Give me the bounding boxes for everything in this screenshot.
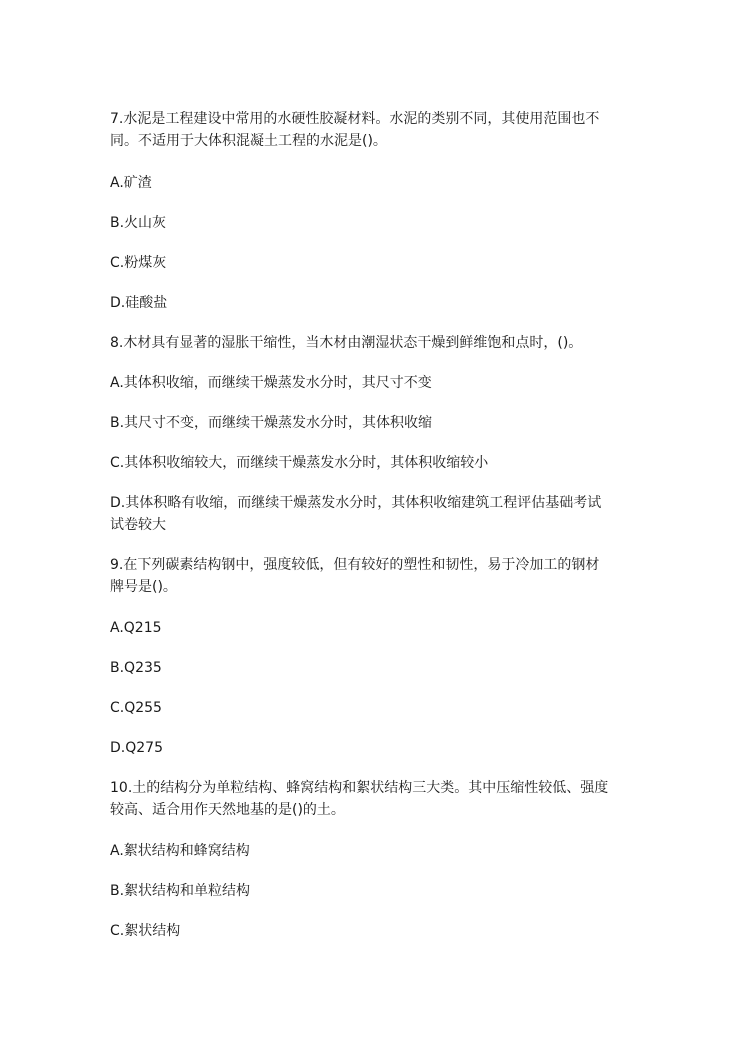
question-7-option-d: D.硅酸盐 bbox=[110, 295, 168, 311]
question-7-text-line-2: 同。不适用于大体积混凝土工程的水泥是()。 bbox=[110, 133, 387, 149]
question-10-text-line-1: 10.土的结构分为单粒结构、蜂窝结构和絮状结构三大类。其中压缩性较低、强度 bbox=[110, 780, 609, 796]
question-7-option-c: C.粉煤灰 bbox=[110, 255, 167, 271]
question-8-option-c: C.其体积收缩较大，而继续干燥蒸发水分时，其体积收缩较小 bbox=[110, 455, 489, 471]
question-8-option-a: A.其体积收缩，而继续干燥蒸发水分时，其尺寸不变 bbox=[110, 375, 432, 391]
question-8-option-d-line-1: D.其体积略有收缩，而继续干燥蒸发水分时，其体积收缩建筑工程评估基础考试 bbox=[110, 495, 602, 511]
question-10-option-c: C.絮状结构 bbox=[110, 923, 181, 939]
question-10-text-line-2: 较高、适合用作天然地基的是()的土。 bbox=[110, 802, 345, 818]
question-8-option-b: B.其尺寸不变，而继续干燥蒸发水分时，其体积收缩 bbox=[110, 415, 433, 431]
question-10-option-a: A.絮状结构和蜂窝结构 bbox=[110, 843, 250, 859]
question-10-option-b: B.絮状结构和单粒结构 bbox=[110, 883, 251, 899]
question-8-text-line-1: 8.木材具有显著的湿胀干缩性，当木材由潮湿状态干燥到鲜维饱和点时，()。 bbox=[110, 335, 583, 351]
question-8-option-d-line-2: 试卷较大 bbox=[110, 517, 166, 533]
question-9-option-b: B.Q235 bbox=[110, 660, 162, 676]
question-9-option-a: A.Q215 bbox=[110, 620, 162, 636]
question-9-text-line-1: 9.在下列碳素结构钢中，强度较低，但有较好的塑性和韧性，易于冷加工的钢材 bbox=[110, 557, 600, 573]
question-9-text-line-2: 牌号是()。 bbox=[110, 579, 177, 595]
question-7-option-b: B.火山灰 bbox=[110, 215, 167, 231]
question-9-option-d: D.Q275 bbox=[110, 740, 163, 756]
question-7-text-line-1: 7.水泥是工程建设中常用的水硬性胶凝材料。水泥的类别不同，其使用范围也不 bbox=[110, 111, 600, 127]
question-9-option-c: C.Q255 bbox=[110, 700, 162, 716]
question-7-option-a: A.矿渣 bbox=[110, 175, 152, 191]
